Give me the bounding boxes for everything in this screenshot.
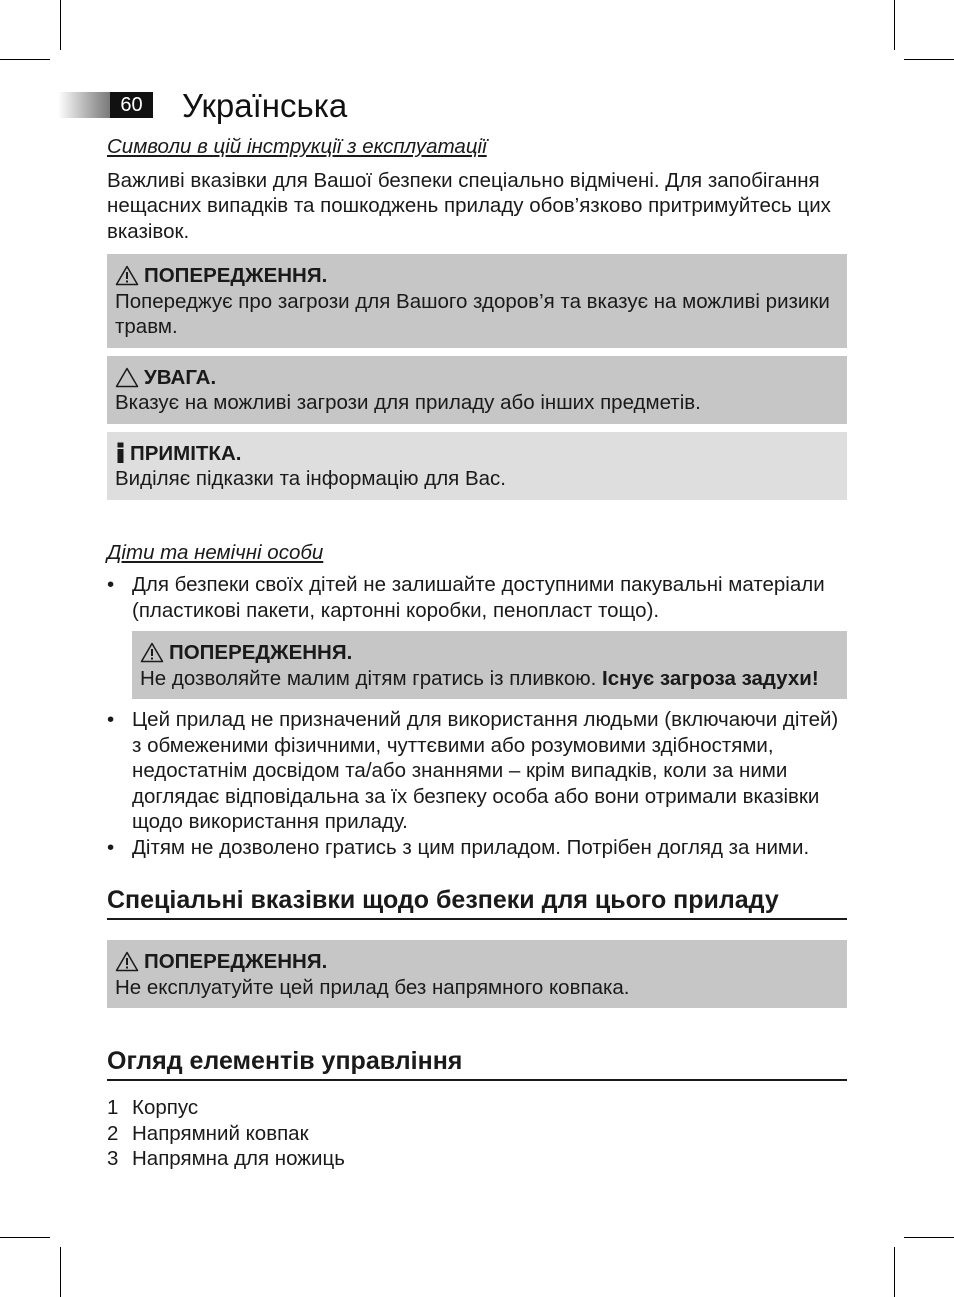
warning-triangle-icon bbox=[140, 642, 164, 663]
info-icon bbox=[115, 442, 127, 464]
list-item: • Для безпеки своїх дітей не залишайте доступними пакувальні матеріали (пластикові пакети, картонні коробки, пенопласт тощо). bbox=[107, 572, 847, 623]
language-title: Українська bbox=[182, 87, 348, 124]
crop-mark bbox=[60, 0, 61, 50]
list-item bbox=[107, 1095, 847, 1121]
list-item bbox=[107, 1121, 847, 1147]
children-warning-bold: Існує загроза задухи! bbox=[602, 666, 819, 690]
warning-triangle-icon bbox=[115, 951, 139, 972]
crop-mark bbox=[0, 1237, 50, 1238]
page-content bbox=[107, 134, 847, 1172]
special-warning-box bbox=[107, 940, 847, 1008]
caution-box bbox=[107, 356, 847, 424]
list-item: • Цей прилад не призначений для використання людьми (включаючи дітей) з обмеженими фізичними, чуттєвими або розумовими здібностями, недостатнім досвідом та/або знаннями – крім випадків, коли за ними доглядає відповідальна за їх безпеку особа або вони отримали вказівки щодо використання приладу. bbox=[107, 707, 847, 835]
page-header bbox=[58, 87, 458, 124]
crop-mark bbox=[894, 1247, 895, 1297]
crop-mark bbox=[904, 1237, 954, 1238]
symbols-heading: Символи в цій інструкції з експлуатації bbox=[107, 135, 487, 158]
children-warning-title-row bbox=[140, 640, 839, 666]
special-warning-title-row bbox=[115, 949, 839, 975]
item-label: Корпус bbox=[132, 1096, 199, 1119]
caution-title: УВАГА. bbox=[144, 365, 217, 389]
caution-title-row bbox=[115, 365, 839, 391]
page-number: 60 bbox=[110, 92, 153, 118]
children-warning-box bbox=[132, 631, 847, 699]
children-bullet-list-2 bbox=[107, 707, 847, 860]
notice-text: Виділяє підказки та інформацію для Вас. bbox=[115, 467, 506, 490]
warning-text: Попереджує про загрози для Вашого здоров’я та вказує на можливі ризики травм. bbox=[115, 289, 830, 338]
item-number: 1 bbox=[107, 1096, 119, 1119]
item-number: 3 bbox=[107, 1147, 119, 1170]
crop-mark bbox=[0, 59, 50, 60]
controls-overview-heading: Огляд елементів управління bbox=[107, 1046, 847, 1081]
item-label: Напрямна для ножиць bbox=[132, 1147, 345, 1170]
children-heading: Діти та немічні особи bbox=[107, 540, 324, 564]
special-warning-text: Не експлуатуйте цей прилад без напрямного ковпака. bbox=[115, 975, 630, 999]
caution-text: Вказує на можливі загрози для приладу або інших предметів. bbox=[115, 391, 701, 414]
children-bullet-list bbox=[107, 572, 847, 623]
caution-triangle-icon bbox=[115, 367, 139, 388]
crop-mark bbox=[904, 59, 954, 60]
list-item bbox=[107, 1146, 847, 1172]
symbols-intro: Важливі вказівки для Вашої безпеки спеціально відмічені. Для запобігання нещасних випадків та пошкоджень приладу обов’язково притримуйтесь цих вказівок. bbox=[107, 168, 831, 243]
warning-triangle-icon bbox=[115, 265, 139, 286]
special-warning-title: ПОПЕРЕДЖЕННЯ. bbox=[144, 950, 328, 973]
warning-title: ПОПЕРЕДЖЕННЯ. bbox=[144, 264, 328, 287]
children-warning-text: Не дозволяйте малим дітям гратись із пливкою. bbox=[140, 666, 597, 690]
item-label: Напрямний ковпак bbox=[132, 1121, 309, 1145]
children-warning-title: ПОПЕРЕДЖЕННЯ. bbox=[169, 641, 353, 664]
warning-box bbox=[107, 254, 847, 348]
crop-mark bbox=[894, 0, 895, 50]
list-item: • Дітям не дозволено гратись з цим приладом. Потрібен догляд за ними. bbox=[107, 835, 847, 861]
crop-mark bbox=[60, 1247, 61, 1297]
notice-title-row bbox=[115, 441, 839, 467]
notice-box bbox=[107, 432, 847, 500]
children-warning-text-block bbox=[140, 666, 839, 692]
notice-title: ПРИМІТКА. bbox=[130, 441, 242, 465]
item-number: 2 bbox=[107, 1121, 119, 1145]
warning-title-row bbox=[115, 263, 839, 289]
controls-list bbox=[107, 1095, 847, 1172]
special-safety-heading: Спеціальні вказівки щодо безпеки для цього приладу bbox=[107, 885, 847, 920]
